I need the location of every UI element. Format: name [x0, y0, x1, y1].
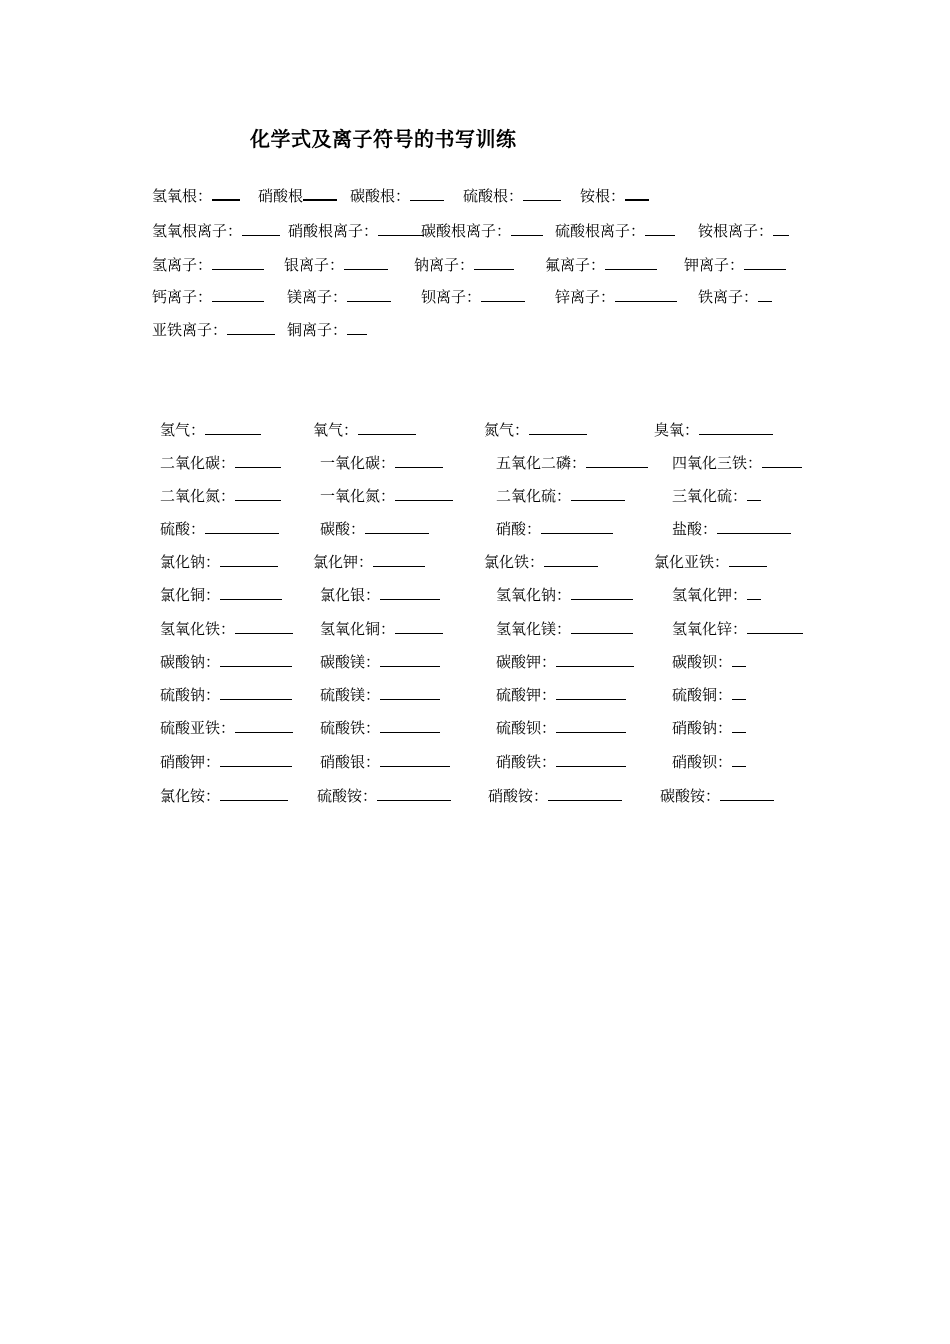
compound-item	[160, 650, 292, 674]
ion-label: 锌离子：	[555, 288, 616, 306]
compound-label: 二氧化碳：	[160, 454, 236, 472]
answer-blank[interactable]	[541, 518, 613, 534]
answer-blank[interactable]	[615, 286, 677, 302]
answer-blank[interactable]	[220, 684, 292, 700]
ion-label: 钠离子：	[414, 256, 475, 274]
answer-blank[interactable]	[347, 286, 391, 302]
answer-blank[interactable]	[720, 785, 774, 801]
answer-blank[interactable]	[556, 751, 626, 767]
compound-item	[672, 451, 802, 475]
compound-item	[160, 784, 288, 808]
answer-blank[interactable]	[744, 254, 786, 270]
compound-item	[320, 650, 440, 674]
compound-label: 碳酸：	[320, 520, 366, 538]
answer-blank[interactable]	[220, 584, 282, 600]
compound-item	[672, 750, 746, 774]
ion-item	[555, 285, 677, 309]
answer-blank[interactable]	[212, 286, 264, 302]
ion-item	[698, 219, 789, 243]
answer-blank[interactable]	[395, 452, 443, 468]
compound-item	[320, 484, 453, 508]
compound-label: 碳酸镁：	[320, 653, 381, 671]
answer-blank[interactable]	[235, 452, 281, 468]
answer-blank[interactable]	[242, 220, 280, 236]
answer-blank[interactable]	[747, 584, 761, 600]
answer-blank[interactable]	[717, 518, 791, 534]
compound-label: 二氧化硫：	[496, 487, 572, 505]
compound-item	[320, 716, 440, 740]
compound-item	[496, 716, 626, 740]
compound-item	[672, 517, 791, 541]
compound-label: 硝酸铵：	[488, 787, 549, 805]
answer-blank[interactable]	[220, 751, 292, 767]
compound-item	[488, 784, 622, 808]
compound-label: 臭氧：	[654, 421, 700, 439]
compound-label: 氯化钠：	[160, 553, 221, 571]
ion-label: 钙离子：	[152, 288, 213, 306]
compound-item	[160, 683, 292, 707]
answer-blank[interactable]	[747, 485, 761, 501]
ion-item	[152, 318, 275, 342]
compound-label: 硫酸钠：	[160, 686, 221, 704]
ion-item	[284, 253, 388, 277]
compound-label: 氢氧化铜：	[320, 620, 396, 638]
answer-blank[interactable]	[571, 618, 633, 634]
compound-label: 一氧化碳：	[320, 454, 396, 472]
compound-label: 氢氧化镁：	[496, 620, 572, 638]
answer-blank[interactable]	[344, 254, 388, 270]
compound-label: 硝酸钡：	[672, 753, 733, 771]
ion-label: 碳酸根离子：	[421, 222, 512, 240]
answer-blank[interactable]	[395, 618, 443, 634]
answer-blank[interactable]	[544, 551, 598, 567]
ion-item	[421, 219, 543, 243]
answer-blank[interactable]	[773, 220, 789, 236]
answer-blank[interactable]	[762, 452, 802, 468]
answer-blank[interactable]	[380, 684, 440, 700]
compound-item	[654, 550, 767, 574]
ion-item	[463, 184, 561, 208]
answer-blank[interactable]	[358, 419, 416, 435]
compound-item	[484, 418, 587, 442]
compound-label: 硝酸钾：	[160, 753, 221, 771]
ion-label: 硝酸根离子：	[288, 222, 379, 240]
compound-label: 硫酸铁：	[320, 719, 381, 737]
answer-blank[interactable]	[220, 785, 288, 801]
answer-blank[interactable]	[571, 485, 625, 501]
ion-label: 硫酸根：	[463, 187, 524, 205]
compound-item	[160, 418, 261, 442]
answer-blank[interactable]	[365, 518, 429, 534]
compound-label: 一氧化氮：	[320, 487, 396, 505]
answer-blank[interactable]	[556, 651, 634, 667]
compound-item	[313, 418, 416, 442]
compound-item	[160, 550, 278, 574]
answer-blank[interactable]	[699, 419, 773, 435]
compound-label: 氯化铜：	[160, 586, 221, 604]
compound-item	[317, 784, 451, 808]
compound-item	[672, 683, 746, 707]
compound-label: 氢气：	[160, 421, 206, 439]
compound-label: 氢氧化铁：	[160, 620, 236, 638]
compound-item	[496, 750, 626, 774]
compound-label: 氯化银：	[320, 586, 381, 604]
page-title: 化学式及离子符号的书写训练	[250, 127, 517, 151]
answer-blank[interactable]	[235, 485, 281, 501]
compound-item	[160, 517, 279, 541]
answer-blank[interactable]	[511, 220, 543, 236]
compound-item	[496, 650, 634, 674]
answer-blank[interactable]	[220, 551, 278, 567]
answer-blank[interactable]	[205, 419, 261, 435]
compound-item	[496, 484, 625, 508]
ion-label: 钾离子：	[684, 256, 745, 274]
ion-label: 钡离子：	[421, 288, 482, 306]
ion-label: 银离子：	[284, 256, 345, 274]
ion-item	[288, 219, 424, 243]
compound-item	[160, 617, 293, 641]
answer-blank[interactable]	[571, 584, 633, 600]
compound-item	[320, 683, 440, 707]
answer-blank[interactable]	[729, 551, 767, 567]
compound-label: 硫酸：	[160, 520, 206, 538]
compound-label: 硫酸镁：	[320, 686, 381, 704]
answer-blank[interactable]	[523, 185, 561, 201]
ion-label: 铁离子：	[698, 288, 759, 306]
ion-label: 氢氧根：	[152, 187, 213, 205]
compound-item	[313, 550, 425, 574]
ion-label: 氢氧根离子：	[152, 222, 243, 240]
answer-blank[interactable]	[380, 751, 450, 767]
compound-label: 氢氧化锌：	[672, 620, 748, 638]
compound-item	[320, 617, 443, 641]
compound-item	[672, 650, 746, 674]
compound-label: 硫酸铵：	[317, 787, 378, 805]
ion-label: 亚铁离子：	[152, 321, 228, 339]
ion-label: 铵根离子：	[698, 222, 774, 240]
ion-item	[152, 184, 240, 208]
compound-item	[320, 583, 440, 607]
answer-blank[interactable]	[732, 684, 746, 700]
answer-blank[interactable]	[303, 184, 337, 201]
answer-blank[interactable]	[380, 584, 440, 600]
compound-label: 氯化亚铁：	[654, 553, 730, 571]
compound-label: 四氧化三铁：	[672, 454, 763, 472]
compound-label: 硝酸铁：	[496, 753, 557, 771]
compound-label: 盐酸：	[672, 520, 718, 538]
answer-blank[interactable]	[227, 319, 275, 335]
answer-blank[interactable]	[556, 717, 626, 733]
answer-blank[interactable]	[732, 651, 746, 667]
answer-blank[interactable]	[205, 518, 279, 534]
compound-item	[320, 517, 429, 541]
compound-item	[496, 617, 633, 641]
answer-blank[interactable]	[377, 785, 451, 801]
compound-item	[160, 750, 292, 774]
compound-label: 碳酸钠：	[160, 653, 221, 671]
compound-label: 硫酸钡：	[496, 719, 557, 737]
answer-blank[interactable]	[605, 254, 657, 270]
answer-blank[interactable]	[645, 220, 675, 236]
ion-item	[152, 219, 280, 243]
compound-item	[320, 451, 443, 475]
compound-label: 硝酸银：	[320, 753, 381, 771]
answer-blank[interactable]	[235, 717, 293, 733]
answer-blank[interactable]	[380, 717, 440, 733]
answer-blank[interactable]	[758, 286, 772, 302]
compound-item	[160, 716, 293, 740]
compound-item	[496, 583, 633, 607]
compound-label: 硝酸钠：	[672, 719, 733, 737]
compound-item	[484, 550, 598, 574]
ion-item	[152, 253, 264, 277]
ion-label: 铜离子：	[287, 321, 348, 339]
ion-item	[287, 285, 391, 309]
answer-blank[interactable]	[380, 651, 440, 667]
compound-item	[320, 750, 450, 774]
compound-item	[160, 583, 282, 607]
compound-label: 氯化钾：	[313, 553, 374, 571]
answer-blank[interactable]	[556, 684, 626, 700]
ion-item	[287, 318, 367, 342]
ion-label: 硝酸根	[258, 187, 304, 205]
compound-item	[672, 617, 803, 641]
answer-blank[interactable]	[347, 319, 367, 335]
compound-label: 碳酸钡：	[672, 653, 733, 671]
compound-label: 氯化铁：	[484, 553, 545, 571]
ion-item	[421, 285, 525, 309]
answer-blank[interactable]	[625, 184, 649, 201]
answer-blank[interactable]	[395, 485, 453, 501]
compound-item	[496, 451, 648, 475]
ion-label: 镁离子：	[287, 288, 348, 306]
compound-item	[496, 517, 613, 541]
compound-label: 氧气：	[313, 421, 359, 439]
compound-label: 硝酸：	[496, 520, 542, 538]
ion-item	[580, 184, 649, 208]
compound-item	[160, 484, 281, 508]
ion-item	[414, 253, 514, 277]
compound-label: 碳酸钾：	[496, 653, 557, 671]
answer-blank[interactable]	[481, 286, 525, 302]
compound-item	[672, 716, 746, 740]
compound-item	[496, 683, 626, 707]
answer-blank[interactable]	[212, 184, 240, 201]
ion-item	[555, 219, 675, 243]
answer-blank[interactable]	[548, 785, 622, 801]
answer-blank[interactable]	[732, 751, 746, 767]
ion-label: 氟离子：	[545, 256, 606, 274]
ion-item	[258, 184, 337, 208]
answer-blank[interactable]	[378, 220, 424, 236]
compound-label: 氢氧化钾：	[672, 586, 748, 604]
answer-blank[interactable]	[732, 717, 746, 733]
ion-label: 铵根：	[580, 187, 626, 205]
compound-item	[660, 784, 774, 808]
compound-label: 碳酸铵：	[660, 787, 721, 805]
compound-item	[654, 418, 773, 442]
answer-blank[interactable]	[220, 651, 292, 667]
compound-label: 硫酸铜：	[672, 686, 733, 704]
compound-label: 氢氧化钠：	[496, 586, 572, 604]
compound-label: 硫酸亚铁：	[160, 719, 236, 737]
compound-label: 二氧化氮：	[160, 487, 236, 505]
ion-item	[152, 285, 264, 309]
answer-blank[interactable]	[747, 618, 803, 634]
answer-blank[interactable]	[410, 185, 444, 201]
compound-label: 氮气：	[484, 421, 530, 439]
ion-item	[684, 253, 786, 277]
ion-item	[698, 285, 772, 309]
compound-label: 氯化铵：	[160, 787, 221, 805]
ion-label: 氢离子：	[152, 256, 213, 274]
compound-label: 硫酸钾：	[496, 686, 557, 704]
compound-item	[672, 583, 761, 607]
compound-item	[160, 451, 281, 475]
answer-blank[interactable]	[529, 419, 587, 435]
answer-blank[interactable]	[373, 551, 425, 567]
answer-blank[interactable]	[212, 254, 264, 270]
answer-blank[interactable]	[586, 452, 648, 468]
ion-item	[350, 184, 444, 208]
ion-label: 碳酸根：	[350, 187, 411, 205]
compound-label: 三氧化硫：	[672, 487, 748, 505]
answer-blank[interactable]	[235, 618, 293, 634]
ion-label: 硫酸根离子：	[555, 222, 646, 240]
compound-item	[672, 484, 761, 508]
compound-label: 五氧化二磷：	[496, 454, 587, 472]
answer-blank[interactable]	[474, 254, 514, 270]
ion-item	[545, 253, 657, 277]
